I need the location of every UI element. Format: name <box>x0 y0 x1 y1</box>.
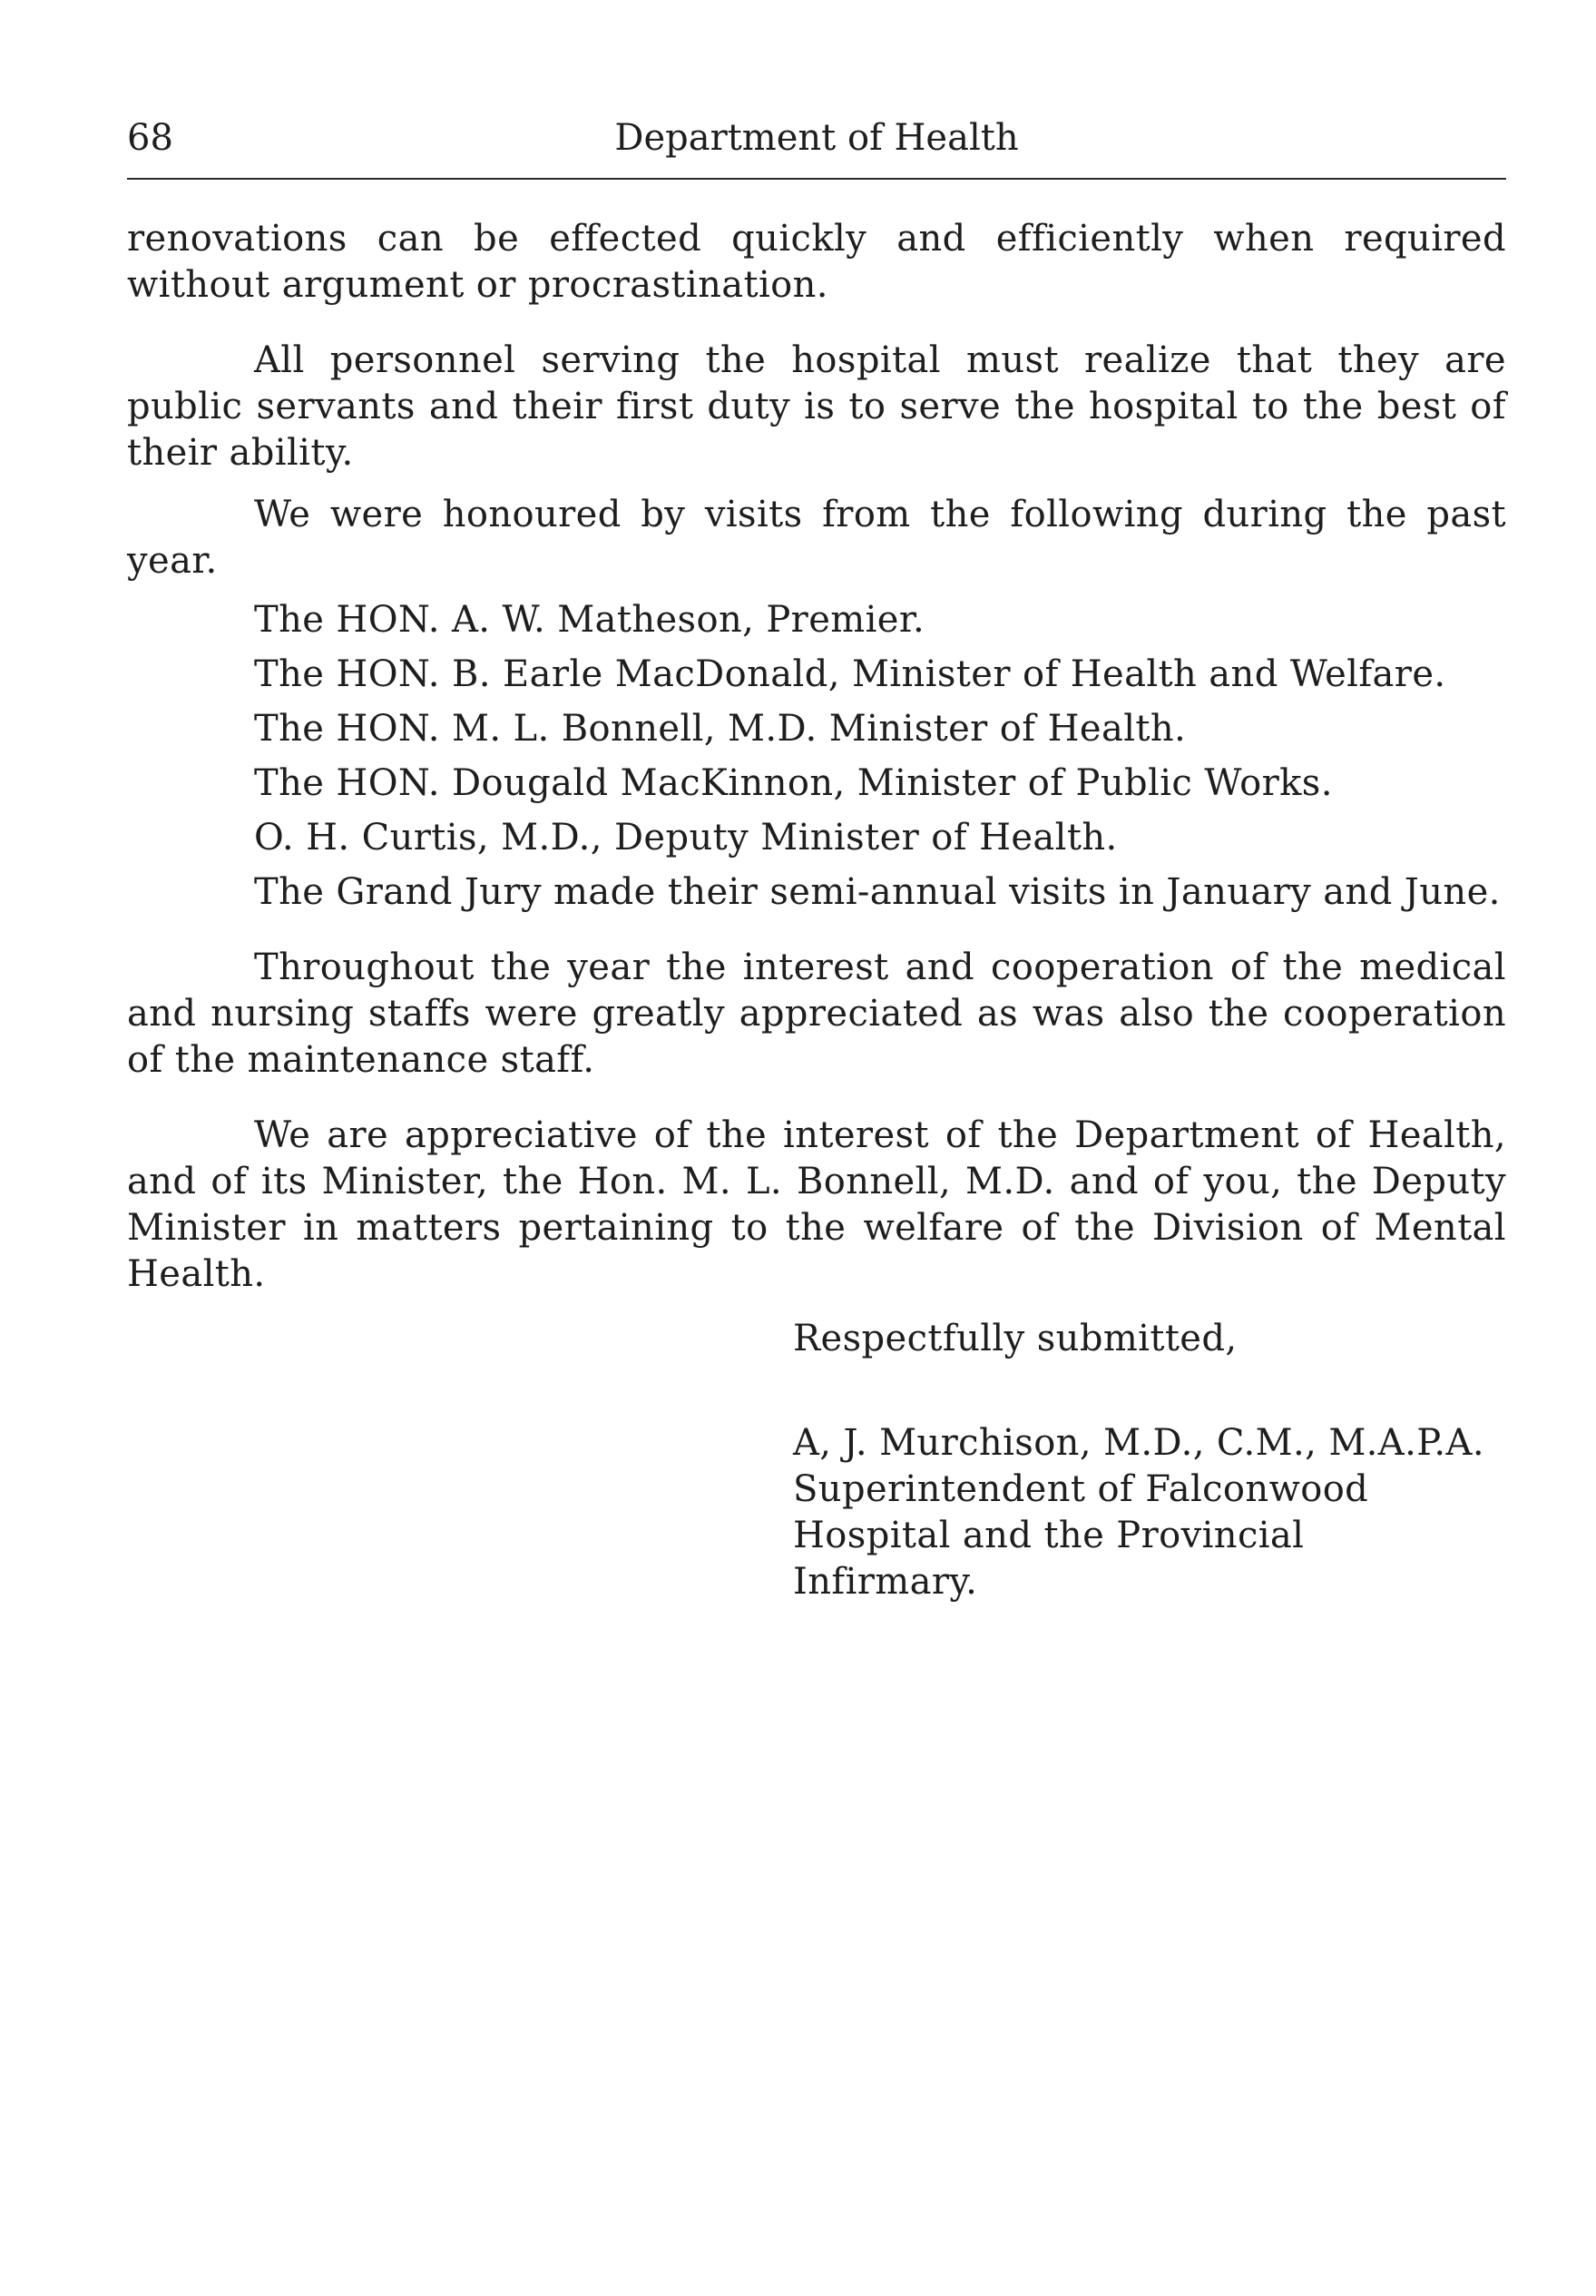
signature-title-line: Infirmary. <box>793 1561 978 1603</box>
page-number: 68 <box>127 117 173 159</box>
paragraph-staff-cooperation: Throughout the year the interest and cooperation of the medical and nursing staffs were greatly appreciated as was also the cooperation of the maintenance staff. <box>127 947 1506 1081</box>
signature-title-line: Superintendent of Falconwood <box>793 1468 1369 1510</box>
list-item: The HON. Dougald MacKinnon, Minister of Public Works. <box>254 762 1333 804</box>
paragraph-visits-intro: We were honoured by visits from the following during the past year. <box>127 494 1506 582</box>
signature-block <box>793 1420 1506 1605</box>
paragraph-appreciation: We are appreciative of the interest of the Department of Health, and of its Minister, the Hon. M. L. Bonnell, M.D. and of you, the Deputy Minister in matters pertaining to the welfare of the Division of Mental Health. <box>127 1114 1506 1295</box>
body-text <box>127 216 1506 1298</box>
document-page <box>127 109 1506 1605</box>
list-item: The HON. B. Earle MacDonald, Minister of Health and Welfare. <box>254 653 1446 695</box>
list-item: The HON. A. W. Matheson, Premier. <box>254 599 925 641</box>
closing-salutation: Respectfully submitted, <box>793 1318 1238 1359</box>
running-header-title: Department of Health <box>614 117 1019 159</box>
header-rule <box>127 178 1506 180</box>
list-item: The HON. M. L. Bonnell, M.D. Minister of Health. <box>254 708 1187 750</box>
signature-title-line: Hospital and the Provincial <box>793 1515 1305 1556</box>
running-header <box>127 109 1506 167</box>
visitor-list <box>127 597 1506 916</box>
list-item: O. H. Curtis, M.D., Deputy Minister of Health. <box>254 817 1118 859</box>
paragraph-personnel: All personnel serving the hospital must realize that they are public servants and their first duty is to serve the hospital to the best of their ability. <box>127 339 1506 474</box>
paragraph-continuation: renovations can be effected quickly and efficiently when required without argument or procrastination. <box>127 218 1506 306</box>
signature-name: A, J. Murchison, M.D., C.M., M.A.P.A. <box>793 1422 1484 1464</box>
list-item: The Grand Jury made their semi-annual visits in January and June. <box>254 871 1501 913</box>
